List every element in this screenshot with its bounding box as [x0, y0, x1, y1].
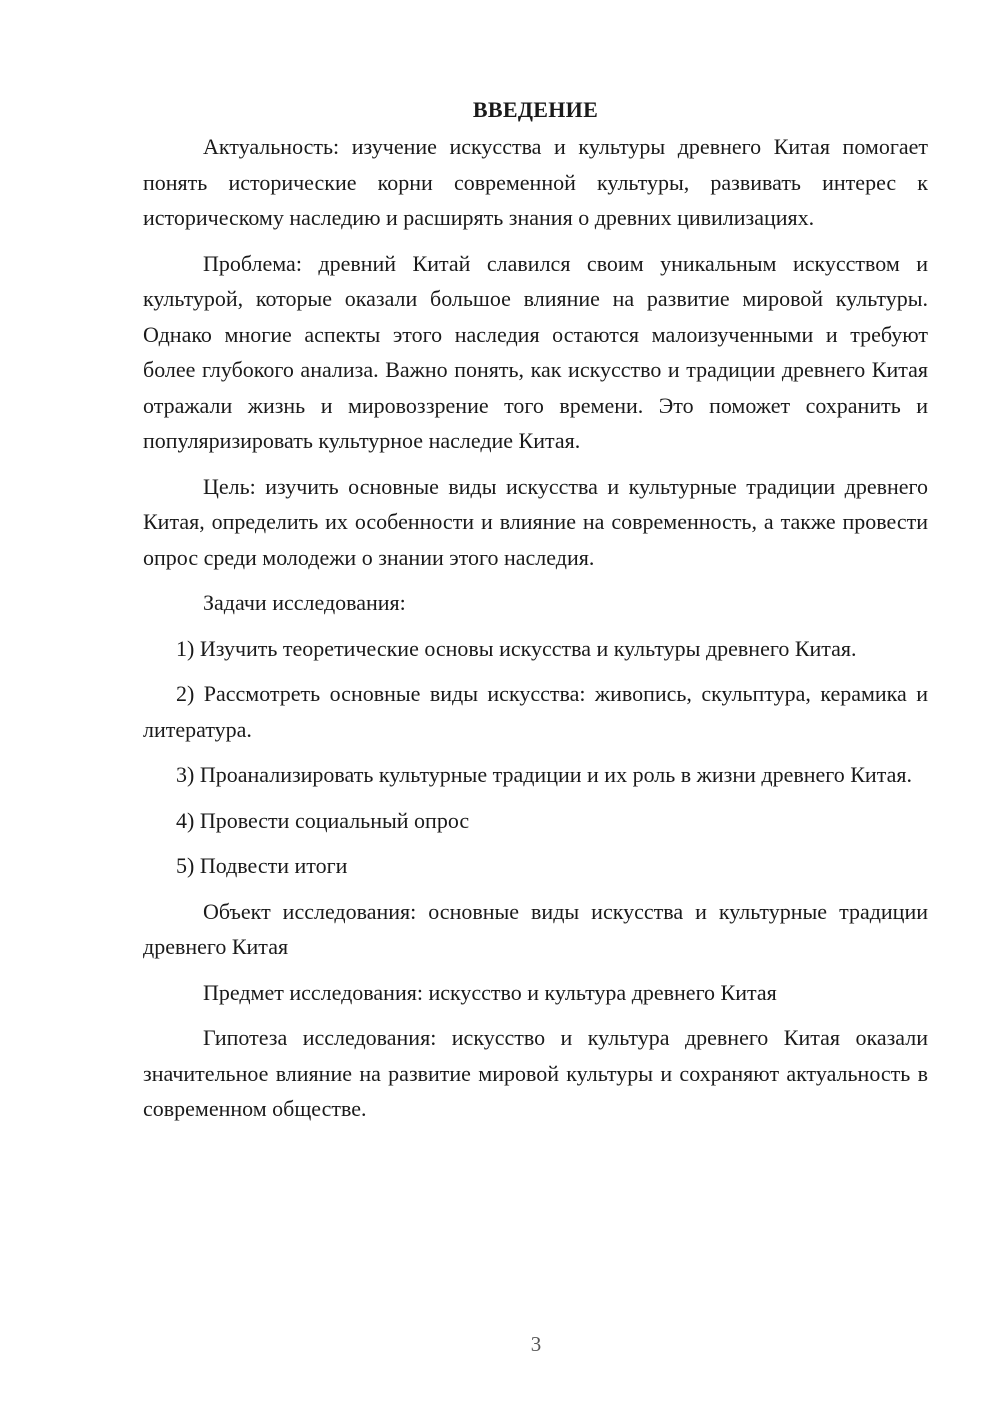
- tasks-heading: Задачи исследования:: [203, 590, 406, 615]
- relevance-paragraph: Актуальность: изучение искусства и культуры древнего Китая помогает понять исторические корни современной культуры, развивать интерес к историческому наследию и расширять знания о древних цивилизациях.: [143, 134, 928, 230]
- page-number: 3: [530, 1332, 542, 1356]
- subject-paragraph: Предмет исследования: искусство и культура древнего Китая: [203, 979, 777, 1005]
- task-item-2: 2) Рассмотреть основные виды искусства: живопись, скульптура, керамика и литература.: [143, 681, 928, 742]
- task-item-1: 1) Изучить теоретические основы искусства и культуры древнего Китая.: [176, 635, 857, 661]
- page-title: ВВЕДЕНИЕ: [472, 97, 599, 122]
- object-paragraph: Объект исследования: основные виды искусства и культурные традиции древнего Китая: [143, 898, 928, 959]
- task-item-5: 5) Подвести итоги: [176, 853, 348, 878]
- task-item-3: 3) Проанализировать культурные традиции и их роль в жизни древнего Китая.: [176, 762, 912, 787]
- task-item-4: 4) Провести социальный опрос: [176, 807, 470, 833]
- page-content: [143, 92, 928, 1137]
- goal-paragraph: Цель: изучить основные виды искусства и культурные традиции древнего Китая, определить их особенности и влияние на современность, а также провести опрос среди молодежи о знании этого наследия.: [143, 473, 928, 570]
- problem-paragraph: Проблема: древний Китай славился своим уникальным искусством и культурой, которые оказали большое влияние на развитие мировой культуры. Однако многие аспекты этого наследия остаются малоизученными и требуют более глубокого анализа. Важно понять, как искусство и традиции древнего Китая отражали жизнь и мировоззрение того времени. Это поможет сохранить и популяризировать культурное наследие Китая.: [143, 250, 928, 453]
- hypothesis-paragraph: Гипотеза исследования: искусство и культура древнего Китая оказали значительное влияние на развитие мировой культуры и сохраняют актуальность в современном обществе.: [143, 1025, 928, 1121]
